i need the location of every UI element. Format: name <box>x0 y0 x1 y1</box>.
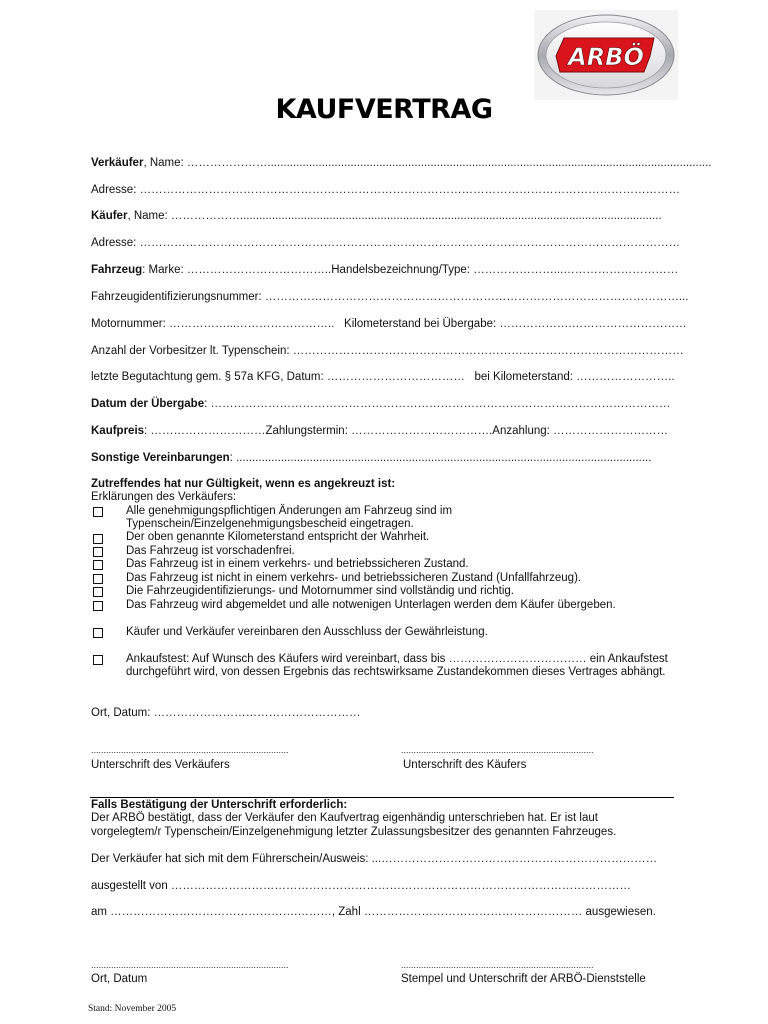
checklist-item-label: Typenschein/Einzelgenehmigungsbescheid eingetragen. <box>126 518 414 530</box>
stamp-signature-line[interactable]: ............................................................................. <box>401 960 594 970</box>
place-date-label: Ort, Datum <box>91 973 148 985</box>
logo-text: ARBÖ <box>568 43 644 71</box>
checklist-heading: Zutreffendes hat nur Gültigkeit, wenn es angekreuzt ist: <box>91 478 396 490</box>
issued-by-field[interactable]: ausgestellt von ………………………………………………………………………………………………………… <box>91 880 631 892</box>
checkbox-roadworthy[interactable] <box>93 560 103 570</box>
divider <box>90 797 674 798</box>
checklist-item-label: Das Fahrzeug ist nicht in einem verkehrs- und betriebssicheren Zustand (Unfallfahrzeug). <box>126 572 582 584</box>
arbo-logo <box>534 10 678 100</box>
checklist-item-label: Alle genehmigungspflichtigen Änderungen am Fahrzeug sind im <box>126 505 453 517</box>
checklist-item-label: Das Fahrzeug ist vorschadenfrei. <box>126 545 295 557</box>
checkbox-warranty-exclusion[interactable] <box>93 628 103 638</box>
page-title: KAUFVERTRAG <box>275 94 493 125</box>
checkbox-deregistered[interactable] <box>93 601 103 611</box>
seller-signature-label: Unterschrift des Verkäufers <box>91 759 230 771</box>
footer-version: Stand: November 2005 <box>88 1004 177 1014</box>
checkbox-changes-registered[interactable] <box>93 507 103 517</box>
warranty-label: Käufer und Verkäufer vereinbaren den Ausschluss der Gewährleistung. <box>126 626 488 638</box>
vehicle-field[interactable]: Fahrzeug: Marke: ………………………………..Handelsbezeichnung/Type: …………………...………………………… <box>91 264 679 276</box>
buyer-name-field[interactable]: Käufer, Name: ……………….................................................................................................................................... <box>91 210 662 222</box>
license-field[interactable]: Der Verkäufer hat sich mit dem Führerschein/Ausweis: ...……………………………………………………………… <box>91 853 658 865</box>
arbo-logo-graphic <box>534 10 678 100</box>
checklist-subheading: Erklärungen des Verkäufers: <box>91 491 237 503</box>
place-date-line[interactable]: ............................................................................... <box>91 960 289 970</box>
engine-field[interactable]: Motornummer: ……………...…………………….. Kilometerstand bei Übergabe: ……………….………………………… <box>91 318 687 330</box>
checkbox-not-roadworthy[interactable] <box>93 574 103 584</box>
buyer-signature-line[interactable]: ............................................................................. <box>401 745 594 755</box>
handover-date-field[interactable]: Datum der Übergabe: ………………………………………………………………………………………………………… <box>91 398 671 410</box>
checkbox-numbers-correct[interactable] <box>93 587 103 597</box>
buyer-signature-label: Unterschrift des Käufers <box>403 759 527 771</box>
inspection-field[interactable]: letzte Begutachtung gem. § 57a KFG, Datum: ……………………………… bei Kilometerstand: …………………….. <box>91 371 675 383</box>
checkbox-mileage-true[interactable] <box>93 534 103 544</box>
seller-address-field[interactable]: Adresse: …………………………………………………………………………………………………………………………… <box>91 184 681 196</box>
confirmation-text: vorgelegtem/r Typenschein/Einzelgenehmigung letzter Zulassungsbesitzer des genannten Fahrzeuges. <box>91 826 617 838</box>
price-field[interactable]: Kaufpreis: …………………………Zahlungstermin: ……………………………….Anzahlung: ………………………… <box>91 425 669 437</box>
inspection-test-line1: Ankaufstest: Auf Wunsch des Käufers wird vereinbart, dass bis ……………………………… ein Ankaufstest <box>126 653 668 665</box>
confirmation-heading: Falls Bestätigung der Unterschrift erforderlich: <box>91 799 348 811</box>
checkbox-inspection-test[interactable] <box>93 655 103 665</box>
seller-name-field[interactable]: Verkäufer, Name: …………………........................................................................................................................................... <box>91 157 712 169</box>
stamp-label: Stempel und Unterschrift der ARBÖ-Dienststelle <box>401 973 646 985</box>
buyer-address-field[interactable]: Adresse: …………………………………………………………………………………………………………………………… <box>91 237 681 249</box>
inspection-test-line2: durchgeführt wird, von dessen Ergebnis das rechtswirksame Zustandekommen dieses Vertrages abhängt. <box>126 666 666 678</box>
previous-owners-field[interactable]: Anzahl der Vorbesitzer lt. Typenschein: ………………………………………………………………………………………… <box>91 345 684 357</box>
checkbox-no-prior-damage[interactable] <box>93 547 103 557</box>
place-date-field[interactable]: Ort, Datum: ……………………………………………… <box>91 707 361 719</box>
checklist-item-label: Das Fahrzeug ist in einem verkehrs- und betriebssicheren Zustand. <box>126 558 469 570</box>
confirmation-text: Der ARBÖ bestätigt, dass der Verkäufer den Kaufvertrag eigenhändig unterschrieben hat. Er ist laut <box>91 812 598 824</box>
vin-field[interactable]: Fahrzeugidentifizierungsnummer: ………………………………………………………………………………………………... <box>91 291 689 303</box>
checklist-item-label: Die Fahrzeugidentifizierungs- und Motornummer sind vollständig und richtig. <box>126 585 514 597</box>
checklist-item-label: Der oben genannte Kilometerstand entspricht der Wahrheit. <box>126 531 430 543</box>
date-number-field[interactable]: am ………………………………………….………, Zahl ………………………………………………… ausgewiesen. <box>91 906 656 918</box>
other-agreements-field[interactable]: Sonstige Vereinbarungen: .................................................................................................................................. <box>91 452 652 464</box>
checklist-item-label: Das Fahrzeug wird abgemeldet und alle notwenigen Unterlagen werden dem Käufer übergeben. <box>126 599 616 611</box>
seller-signature-line[interactable]: ............................................................................... <box>91 745 289 755</box>
